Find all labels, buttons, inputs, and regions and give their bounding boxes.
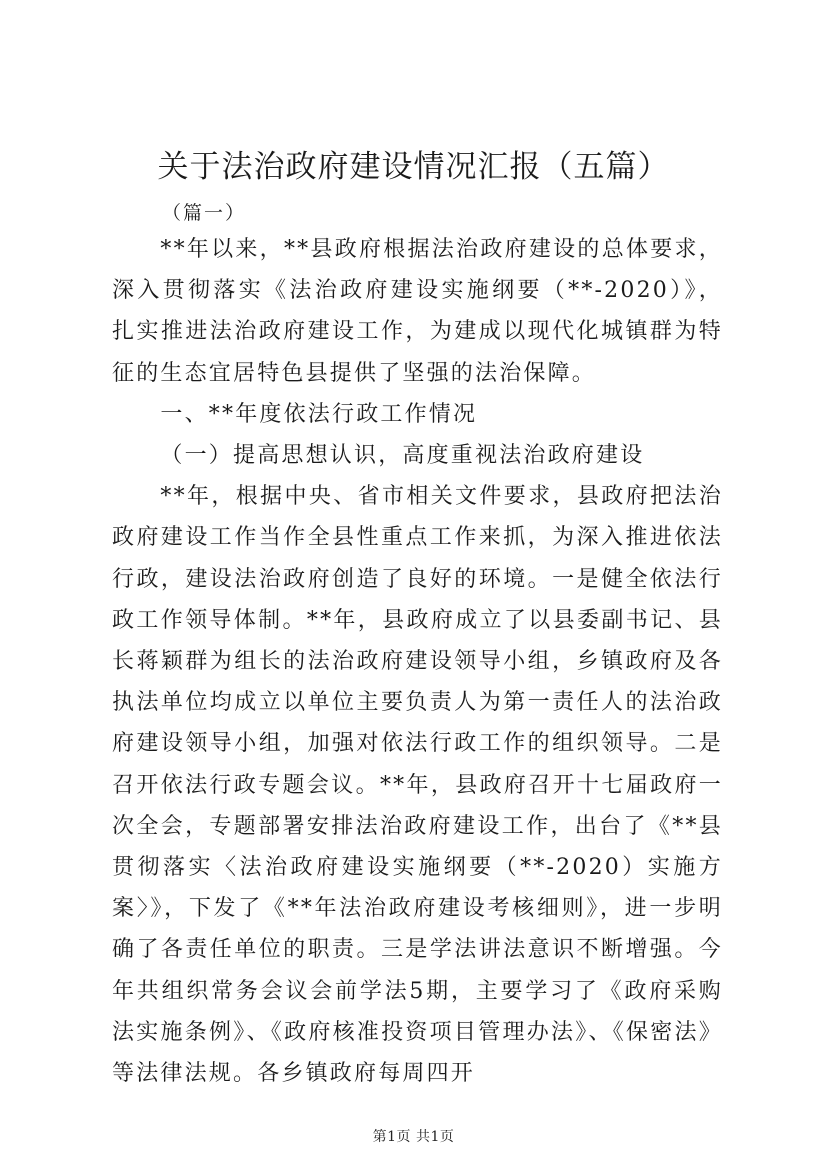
document-title: 关于法治政府建设情况汇报（五篇） bbox=[157, 149, 670, 185]
paragraph-intro: **年以来，**县政府根据法治政府建设的总体要求，深入贯彻落实《法治政府建设实施纲要（**-2020）》，扎实推进法治政府建设工作，为建成以现代化城镇群为特征的生态宜居特色县提供了坚强的法治保障。 bbox=[112, 237, 723, 386]
page-footer: 第1页 共1页 bbox=[372, 1129, 455, 1145]
document-body bbox=[112, 229, 723, 1094]
paragraph-body: **年，根据中央、省市相关文件要求，县政府把法治政府建设工作当作全县性重点工作来抓，为深入推进依法行政，建设法治政府创造了良好的环境。一是健全依法行政工作领导体制。**年，县政府成立了以县委副书记、县长蒋颖群为组长的法治政府建设领导小组，乡镇政府及各执法单位均成立以单位主要负责人为第一责任人的法治政府建设领导小组，加强对依法行政工作的组织领导。二是召开依法行政专题会议。**年，县政府召开十七届政府一次全会，专题部署安排法治政府建设工作，出台了《**县贯彻落实〈法治政府建设实施纲要（**-2020）实施方案〉》，下发了《**年法治政府建设考核细则》，进一步明确了各责任单位的职责。三是学法讲法意识不断增强。今年共组织常务会议会前学法5期，主要学习了《政府采购法实施条例》、《政府核准投资项目管理办法》、《保密法》等法律法规。各乡镇政府每周四开 bbox=[112, 484, 723, 1087]
heading-level-2: （一）提高思想认识，高度重视法治政府建设 bbox=[160, 443, 645, 469]
heading-level-1: 一、**年度依法行政工作情况 bbox=[160, 401, 478, 427]
section-label: （篇一） bbox=[162, 202, 247, 224]
